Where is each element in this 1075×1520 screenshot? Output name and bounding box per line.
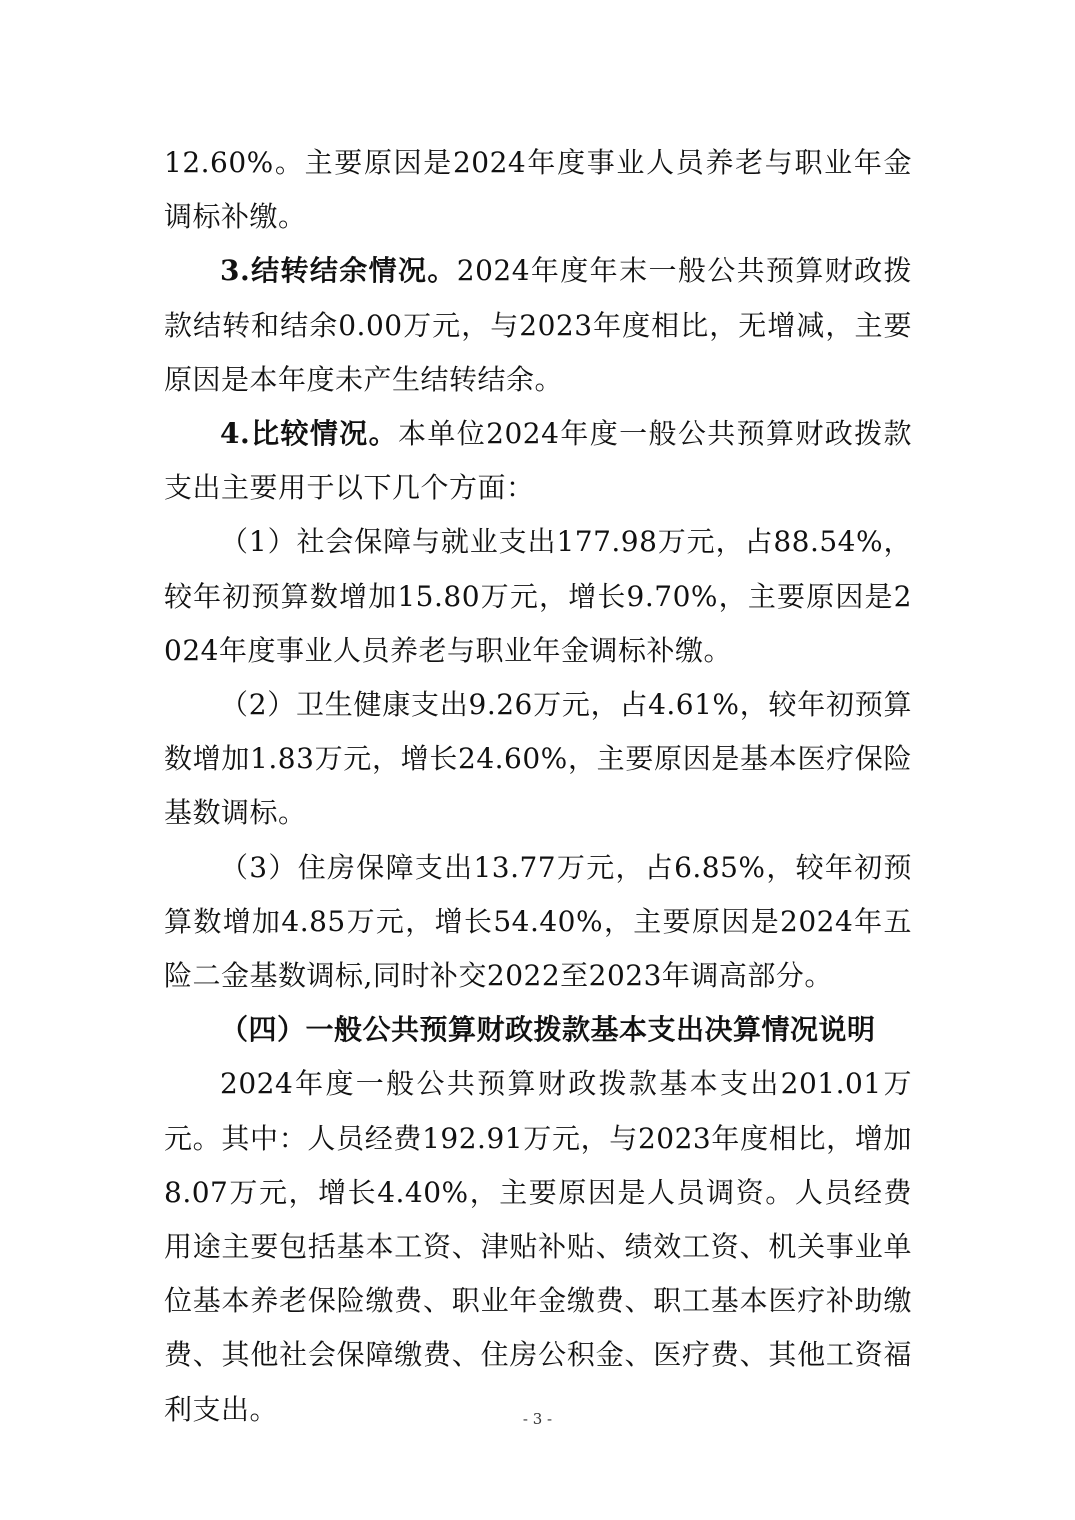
paragraph-continuation (164, 136, 912, 244)
paragraph-lead: 3.结转结余情况。 (220, 254, 457, 288)
paragraph-item-2 (164, 678, 912, 841)
paragraph-text: 12.60%。主要原因是2024年度事业人员养老与职业年金调标补缴。 (164, 146, 912, 234)
paragraph-text: 本单位2024年度一般公共预算财政拨款支出主要用于以下几个方面： (164, 417, 913, 505)
paragraph-basic-expenditure: 2024年度一般公共预算财政拨款基本支出201.01万元。其中：人员经费192.91万元，与2023年度相比，增加8.07万元，增长4.40%，主要原因是人员调资。人员经费用途主要包括基本工资、津贴补贴、绩效工资、机关事业单位基本养老保险缴费、职业年金缴费、职工基本医疗补助缴费、其他社会保障缴费、住房公积金、医疗费、其他工资福利支出。 (164, 1067, 912, 1426)
paragraph-item-1 (164, 515, 912, 678)
paragraph-text: （2）卫生健康支出9.26万元，占4.61%，较年初预算数增加1.83万元，增长24.60%，主要原因是基本医疗保险基数调标。 (164, 688, 912, 830)
paragraph-item-3 (164, 841, 912, 1004)
paragraph-carryover-balance (164, 244, 912, 407)
paragraph-text: 2024年度年末一般公共预算财政拨款结转和结余0.00万元，与2023年度相比，无增减，主要原因是本年度未产生结转结余。 (164, 254, 912, 396)
page-number: - 3 - (522, 1410, 553, 1428)
body-text (164, 136, 912, 1437)
section-heading: （四）一般公共预算财政拨款基本支出决算情况说明 (220, 1013, 876, 1047)
paragraph-lead: 4.比较情况。 (220, 417, 399, 451)
paragraph-comparison (164, 407, 912, 515)
paragraph-text: （3）住房保障支出13.77万元，占6.85%，较年初预算数增加4.85万元，增长54.40%，主要原因是2024年五险二金基数调标,同时补交2022至2023年调高部分。 (164, 850, 912, 993)
paragraph-text: （1）社会保障与就业支出177.98万元，占88.54%，较年初预算数增加15.80万元，增长9.70%，主要原因是2024年度事业人员养老与职业年金调标补缴。 (164, 525, 912, 667)
